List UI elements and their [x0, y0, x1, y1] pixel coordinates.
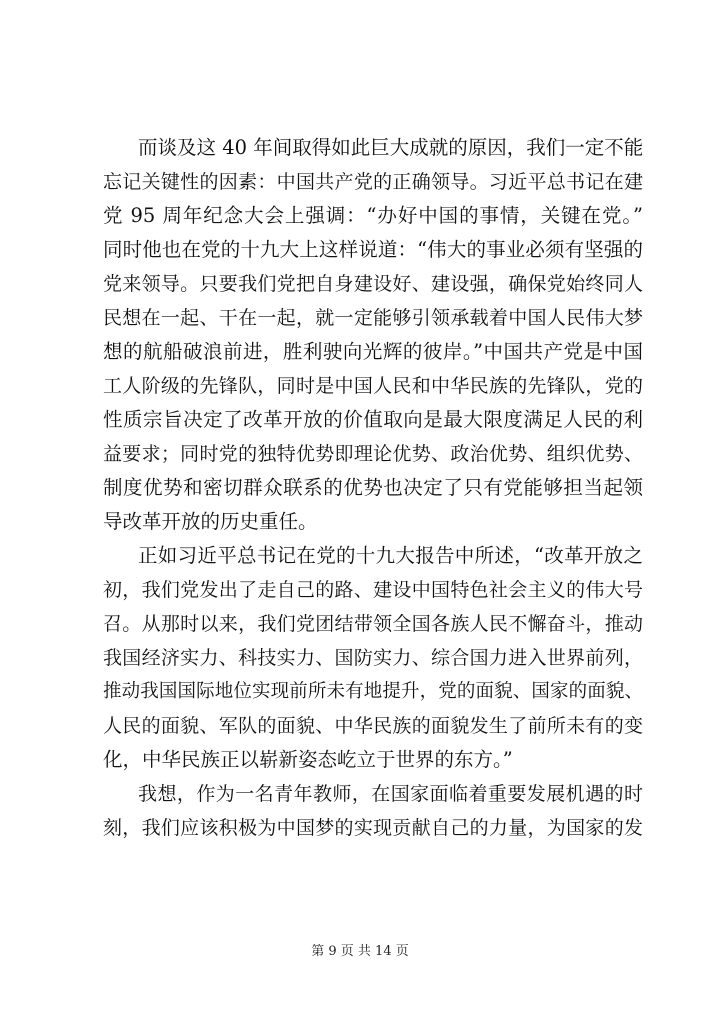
- text-line: 益要求；同时党的独特优势即理论优势、政治优势、组织优势、: [103, 443, 643, 465]
- text-line: 同时他也在党的十九大上这样说道：“伟大的事业必须有坚强的: [103, 238, 643, 261]
- text-line: 性质宗旨决定了改革开放的价值取向是最大限度满足人民的利: [103, 408, 643, 431]
- text-line: 人民的面貌、军队的面貌、中华民族的面貌发生了前所未有的变: [103, 715, 643, 737]
- text-line: 工人阶级的先锋队，同时是中国人民和中华民族的先锋队，党的: [103, 375, 643, 397]
- text-line: 我想，作为一名青年教师，在国家面临着重要发展机遇的时: [138, 783, 643, 805]
- text-line: 推动我国国际地位实现前所未有地提升，党的面貌、国家的面貌、: [103, 681, 643, 702]
- text-line: 召。从那时以来，我们党团结带领全国各族人民不懈奋斗，推动: [103, 613, 643, 635]
- text-line: 民想在一起、干在一起，就一定能够引领承载着中国人民伟大梦: [103, 307, 643, 329]
- text-line: 忘记关键性的因素：中国共产党的正确领导。习近平总书记在建: [103, 171, 643, 193]
- text-line: 我国经济实力、科技实力、国防实力、综合国力进入世界前列，: [103, 647, 643, 669]
- text-line: 而谈及这 40 年间取得如此巨大成就的原因，我们一定不能: [138, 136, 644, 159]
- page-number-footer: 第 9 页 共 14 页: [311, 944, 409, 959]
- text-line: 初，我们党发出了走自己的路、建设中国特色社会主义的伟大号: [103, 579, 643, 601]
- text-line: 刻，我们应该积极为中国梦的实现贡献自己的力量，为国家的发: [103, 817, 643, 839]
- text-line: 导改革开放的历史重任。: [103, 510, 318, 533]
- text-line: 党来领导。只要我们党把自身建设好、建设强，确保党始终同人: [103, 273, 643, 295]
- text-line: 党 95 周年纪念大会上强调：“办好中国的事情，关键在党。”: [103, 204, 643, 227]
- text-line: 正如习近平总书记在党的十九大报告中所述，“改革开放之: [138, 544, 643, 567]
- text-line: 制度优势和密切群众联系的优势也决定了只有党能够担当起领: [103, 476, 643, 499]
- text-line: 化，中华民族正以崭新姿态屹立于世界的东方。”: [103, 748, 513, 771]
- text-line: 想的航船破浪前进，胜利驶向光辉的彼岸。”中国共产党是中国: [103, 340, 643, 363]
